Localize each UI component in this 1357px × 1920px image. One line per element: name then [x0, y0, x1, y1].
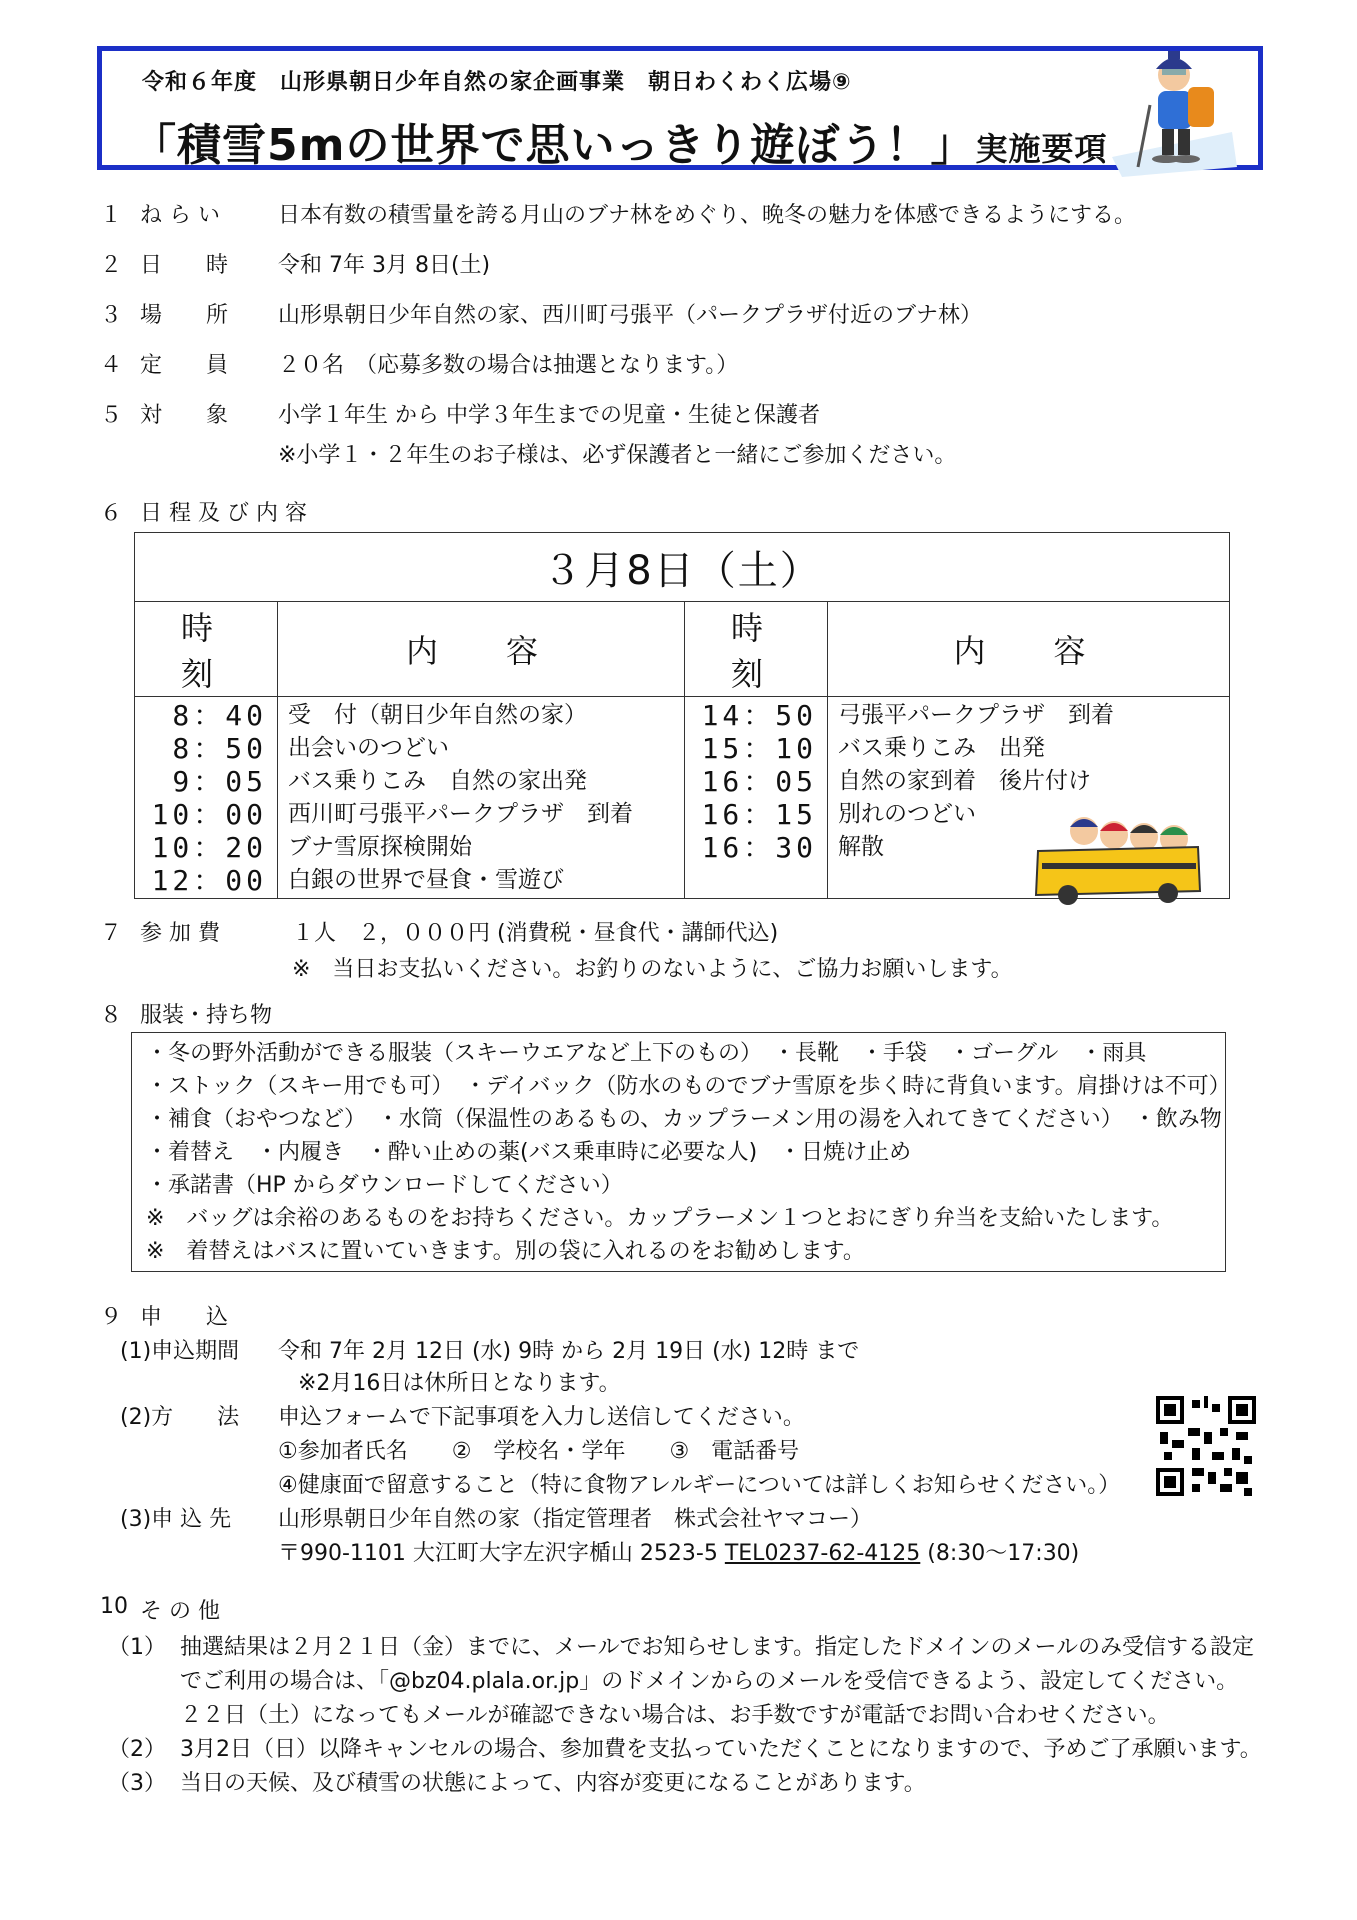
- col-time-left: 時 刻: [135, 602, 278, 697]
- belongings-line: ・ストック（スキー用でも可） ・デイバック（防水のものでブナ雪原を歩く時に背負います。肩掛けは不可）: [146, 1074, 1231, 1099]
- application-period-note: ※2月16日は休所日となります。: [298, 1371, 621, 1396]
- belongings-line: ・着替え ・内履き ・酔い止めの薬(バス乗車時に必要な人) ・日焼け止め: [146, 1140, 912, 1165]
- belongings-line: ・冬の野外活動ができる服装（スキーウエアなど上下のもの） ・長靴 ・手袋 ・ゴーグル ・雨具: [146, 1041, 1147, 1066]
- belongings-line: ・承諾書（HP からダウンロードしてください）: [146, 1173, 623, 1198]
- application-method-health: ④健康面で留意すること（特に食物アレルギーについては詳しくお知らせください。）: [278, 1473, 1121, 1498]
- application-period: (1)申込期間 令和 7年 2月 12日 (水) 9時 から 2月 19日 (水) 12時 まで: [120, 1339, 860, 1364]
- other-note-3: （3） 当日の天候、及び積雪の状態によって、内容が変更になることがあります。: [108, 1771, 926, 1796]
- event-title-main: 「積雪5mの世界で思いっきり遊ぼう！」: [132, 120, 976, 171]
- application-method-items: ①参加者氏名 ② 学校名・学年 ③ 電話番号: [278, 1439, 800, 1464]
- snow-hiker-illustration: [1102, 47, 1242, 181]
- event-title: [132, 109, 1107, 173]
- left-items: 受 付（朝日少年自然の家） 出会いのつどい バス乗りこみ 自然の家出発 西川町弓張平パークプラザ 到着 ブナ雪原探検開始 白銀の世界で昼食・雪遊び: [278, 697, 685, 899]
- other-note-1-line2: でご利用の場合は、「@bz04.plala.or.jp」のドメインからのメールを受信できるよう、設定してください。: [180, 1669, 1239, 1694]
- belongings-line: ※ バッグは余裕のあるものをお持ちください。カップラーメン１つとおにぎり弁当を支給いたします。: [146, 1206, 1174, 1231]
- event-subtitle: 令和６年度 山形県朝日少年自然の家企画事業 朝日わくわく広場⑨: [142, 70, 852, 95]
- school-bus-illustration: [1028, 807, 1204, 907]
- col-content-left: 内 容: [278, 602, 685, 697]
- belongings-line: ・補食（おやつなど） ・水筒（保温性のあるもの、カップラーメン用の湯を入れてきてください） ・飲み物: [146, 1107, 1222, 1132]
- belongings-box: [131, 1032, 1231, 1272]
- qr-code-icon[interactable]: [1156, 1396, 1256, 1496]
- left-times: 8：40 8：50 9：05 10：00 10：20 12：00: [135, 697, 278, 899]
- other-note-2: （2） 3月2日（日）以降キャンセルの場合、参加費を支払っていただくことになりますので、予めご了承願います。: [108, 1737, 1262, 1762]
- application-address: 〒990-1101 大江町大字左沢字楯山 2523-5 TEL0237-62-4125 (8:30〜17:30): [278, 1541, 1080, 1566]
- phone-number[interactable]: TEL0237-62-4125: [724, 1541, 921, 1566]
- event-title-suffix: 実施要項: [975, 130, 1108, 168]
- col-time-right: 時 刻: [685, 602, 828, 697]
- application-destination: (3)申 込 先 山形県朝日少年自然の家（指定管理者 株式会社ヤマコー）: [120, 1507, 873, 1532]
- right-items: 弓張平パークプラザ 到着 バス乗りこみ 出発 自然の家到着 後片付け 別れのつどい 解散: [828, 697, 1230, 899]
- other-note-1-line3: ２２日（土）になってもメールが確認できない場合は、お手数ですが電話でお問い合わせください。: [180, 1703, 1170, 1728]
- schedule-date: ３月8日（土）: [135, 533, 1230, 602]
- col-content-right: 内 容: [828, 602, 1230, 697]
- right-times: 14：50 15：10 16：05 16：15 16：30: [685, 697, 828, 899]
- application-method: (2)方 法 申込フォームで下記事項を入力し送信してください。: [120, 1405, 805, 1430]
- title-banner: [97, 46, 1263, 170]
- schedule-table: [134, 532, 1230, 899]
- other-note-1: （1） 抽選結果は２月２１日（金）までに、メールでお知らせします。指定したドメインのメールのみ受信する設定: [108, 1635, 1255, 1660]
- belongings-line: ※ 着替えはバスに置いていきます。別の袋に入れるのをお勧めします。: [146, 1239, 865, 1264]
